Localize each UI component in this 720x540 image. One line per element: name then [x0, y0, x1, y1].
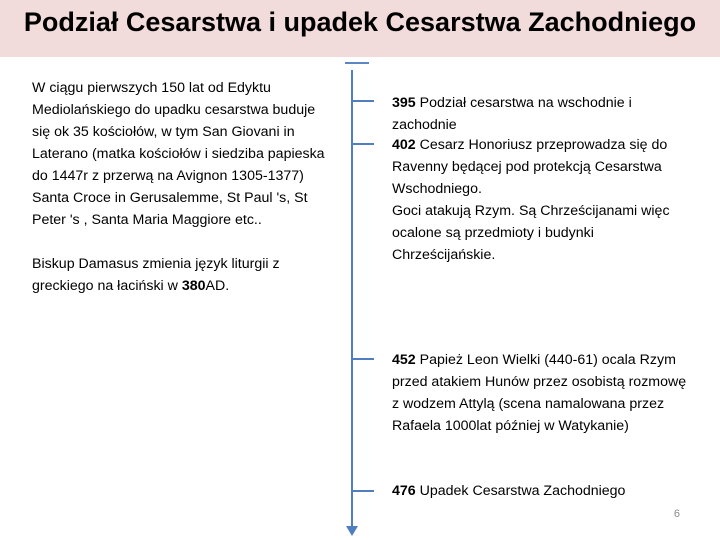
liturgy-text: Biskup Damasus zmienia język liturgii z greckiego na łaciński w — [32, 256, 280, 294]
paragraph-spacer — [32, 231, 332, 253]
timeline-event-476 — [392, 480, 692, 502]
event-452-text — [392, 349, 692, 437]
event-476-description: Upadek Cesarstwa Zachodniego — [415, 483, 626, 499]
event-476-text — [392, 480, 692, 502]
left-paragraph-liturgy — [32, 253, 332, 297]
timeline-tick-402 — [352, 143, 374, 145]
event-395-description: Podział cesarstwa na wschodnie i zachodnie — [392, 95, 632, 133]
timeline-axis — [351, 70, 353, 528]
event-402-goths-text: Goci atakują Rzym. Są Chrześcijanami więc ocalone są przedmioty i budynki Chrześcijańskie. — [392, 203, 670, 263]
timeline-tick-452 — [352, 358, 374, 360]
left-text-block — [32, 77, 332, 297]
liturgy-year: 380 — [181, 278, 206, 294]
event-452-year: 452 — [392, 352, 416, 368]
timeline-top-marker — [345, 62, 369, 64]
liturgy-suffix: AD. — [205, 278, 230, 294]
event-395-text — [392, 92, 692, 136]
timeline-arrow-icon — [346, 526, 358, 536]
timeline-tick-395 — [352, 100, 374, 102]
page-number: 6 — [673, 508, 680, 520]
timeline-event-452 — [392, 349, 692, 437]
event-402-year: 402 — [392, 137, 416, 153]
slide-title: Podział Cesarstwa i upadek Cesarstwa Zachodniego — [23, 7, 697, 37]
event-402-text — [392, 134, 692, 200]
event-402-description: Cesarz Honoriusz przeprowadza się do Ravenny będącej pod protekcją Cesarstwa Wschodniego. — [392, 137, 668, 197]
left-paragraph-churches: W ciągu pierwszych 150 lat od Edyktu Mediolańskiego do upadku cesarstwa buduje się ok 35 kościołów, w tym San Giovani in Laterano (matka kościołów i siedziba papieska do 1447r z przerwą na Avignon 1305-1377) — [32, 80, 325, 184]
left-paragraph-basilicas: Santa Croce in Gerusalemme, St Paul 's, St Peter 's , Santa Maria Maggiore etc.. — [32, 190, 308, 228]
event-395-year: 395 — [392, 95, 416, 111]
title-bar — [0, 0, 720, 57]
timeline-event-395 — [392, 92, 692, 136]
timeline-tick-476 — [352, 490, 374, 492]
timeline-event-402 — [392, 134, 692, 266]
event-452-description: Papież Leon Wielki (440-61) ocala Rzym przed atakiem Hunów przez osobistą rozmowę z wodzem Attylą (scena namalowana przez Rafaela 1000lat później w Watykanie) — [392, 352, 687, 434]
event-476-year: 476 — [392, 483, 416, 499]
